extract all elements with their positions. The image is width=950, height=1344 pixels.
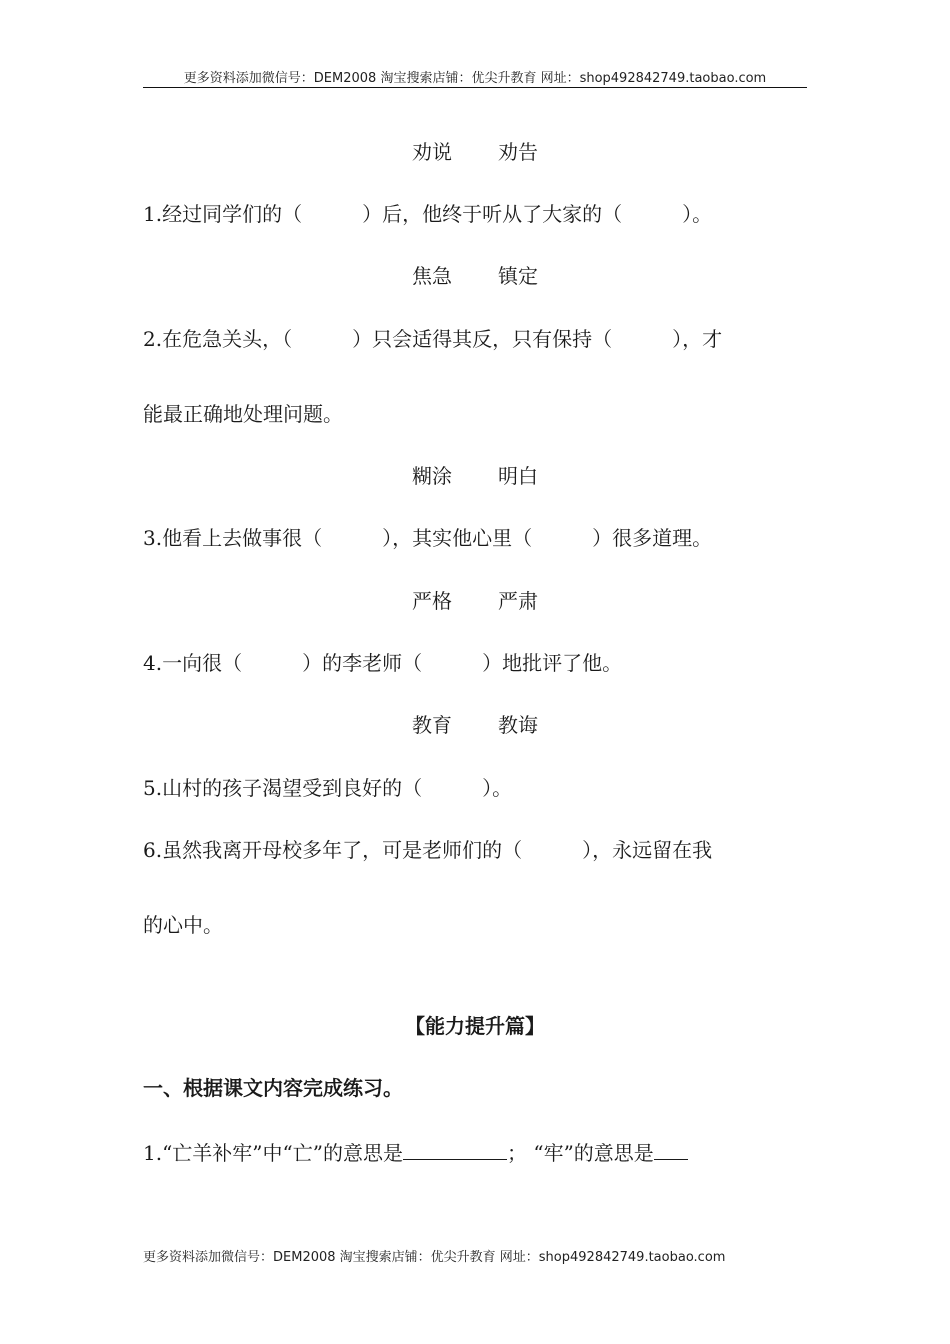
- word-option: 焦急: [412, 264, 452, 288]
- sentence-1: 1.经过同学们的（ ）后，他终于听从了大家的（ ）。: [143, 202, 713, 226]
- page-header: 更多资料添加微信号：DEM2008 淘宝搜索店铺：优尖升教育 网址：shop492842749.taobao.com: [183, 71, 767, 86]
- word-option: 明白: [498, 464, 538, 488]
- word-pair-1: [0, 138, 950, 166]
- question-1: [143, 1137, 807, 1167]
- question-1-part-1: 1.“亡羊补牢”中“亡”的意思是: [143, 1141, 403, 1165]
- sentence-4: 4.一向很（ ）的李老师（ ）地批评了他。: [143, 651, 623, 675]
- word-option: 劝告: [498, 140, 538, 164]
- page-footer: 更多资料添加微信号：DEM2008 淘宝搜索店铺：优尖升教育 网址：shop492842749.taobao.com: [143, 1250, 726, 1265]
- sentence-3: 3.他看上去做事很（ ），其实他心里（ ）很多道理。: [143, 526, 713, 550]
- word-option: 镇定: [498, 264, 538, 288]
- answer-blank[interactable]: [654, 1137, 688, 1160]
- word-option: 糊涂: [412, 464, 452, 488]
- word-option: 教育: [412, 713, 452, 737]
- word-option: 教诲: [498, 713, 538, 737]
- word-option: 严格: [412, 589, 452, 613]
- word-pair-5: [0, 711, 950, 739]
- answer-blank[interactable]: [403, 1137, 507, 1160]
- word-pair-3: [0, 462, 950, 490]
- sentence-6-line-1: 6.虽然我离开母校多年了，可是老师们的（ ），永远留在我: [143, 838, 713, 862]
- sentence-2-line-2: 能最正确地处理问题。: [143, 402, 343, 426]
- sentence-6-line-2: 的心中。: [143, 913, 223, 937]
- word-option: 劝说: [412, 140, 452, 164]
- word-pair-4: [0, 587, 950, 615]
- sentence-2-line-1: 2.在危急关头，（ ）只会适得其反，只有保持（ ），才: [143, 327, 723, 351]
- exercise-heading: 一、根据课文内容完成练习。: [143, 1076, 403, 1100]
- section-title: 【能力提升篇】: [405, 1014, 545, 1038]
- header-rule: [143, 87, 807, 88]
- sentence-5: 5.山村的孩子渴望受到良好的（ ）。: [143, 776, 513, 800]
- word-pair-2: [0, 262, 950, 290]
- word-option: 严肃: [498, 589, 538, 613]
- question-1-part-2: ； “牢”的意思是: [506, 1141, 654, 1165]
